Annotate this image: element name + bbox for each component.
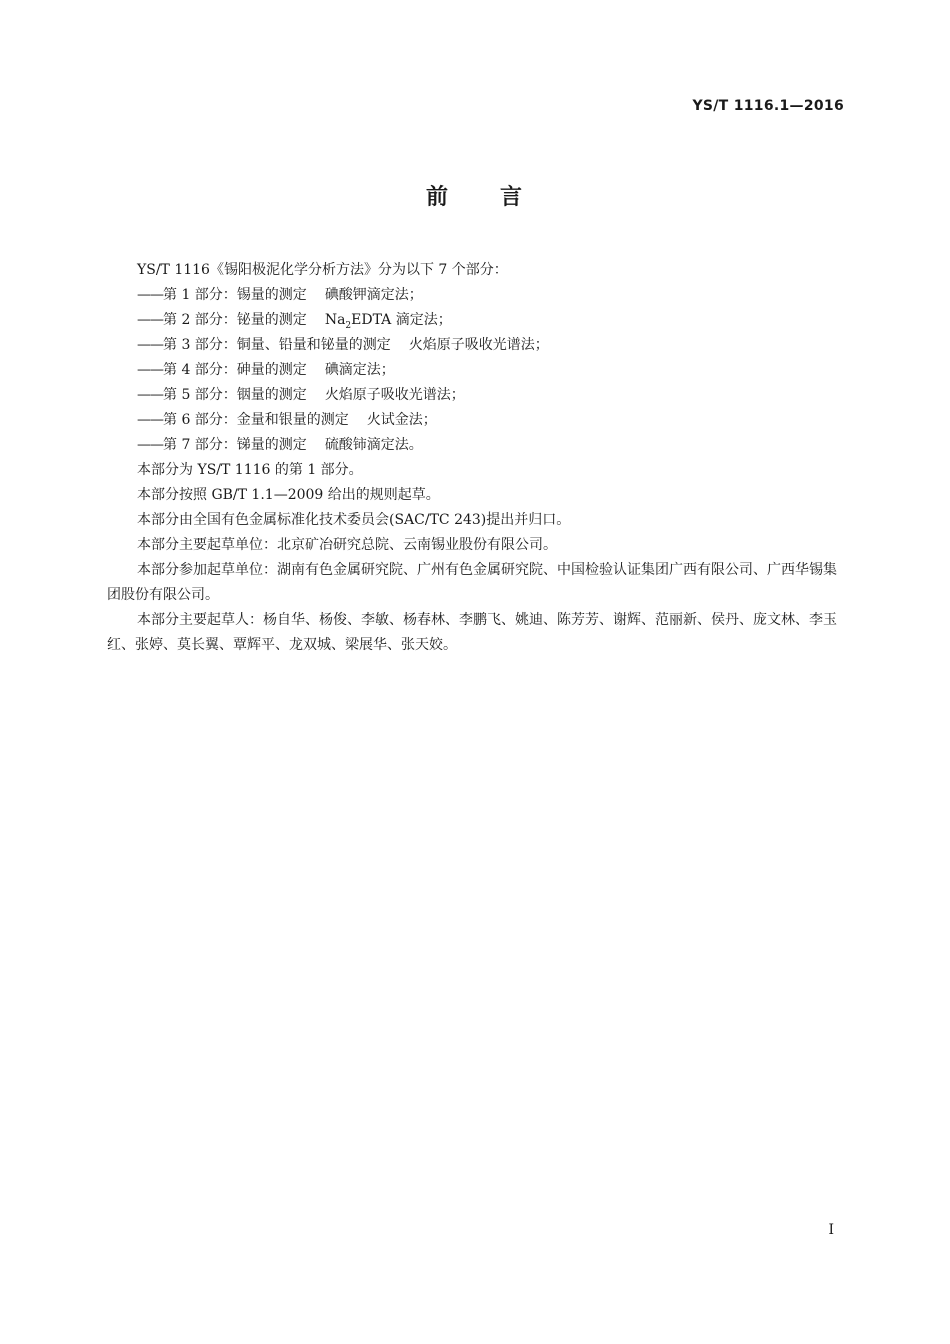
dash: —— — [137, 362, 163, 378]
intro-paragraph: YS/T 1116《锡阳极泥化学分析方法》分为以下 7 个部分： — [137, 262, 508, 278]
part-label: 第 4 部分：砷量的测定 — [163, 362, 307, 378]
title-char-1: 前 — [425, 185, 450, 210]
part-method: 硫酸铈滴定法。 — [324, 437, 423, 453]
list-item-part-5 — [107, 383, 847, 408]
dash: —— — [137, 437, 163, 453]
standard-number: YS/T 1116.1—2016 — [692, 98, 844, 114]
list-item-part-1 — [107, 283, 847, 308]
dash: —— — [137, 387, 163, 403]
paragraph-proposer: 本部分由全国有色金属标准化技术委员会(SAC/TC 243)提出并归口。 — [137, 512, 571, 528]
part-method-subscript: 2 — [345, 320, 352, 331]
part-label: 第 1 部分：锡量的测定 — [163, 287, 307, 303]
list-item-part-3 — [107, 333, 847, 358]
part-label: 第 2 部分：铋量的测定 — [163, 312, 307, 328]
list-item-part-2 — [107, 308, 847, 333]
page-number: I — [828, 1222, 834, 1238]
list-item-part-4 — [107, 358, 847, 383]
page-title — [0, 180, 950, 211]
part-method: 火试金法； — [366, 412, 437, 428]
part-label: 第 6 部分：金量和银量的测定 — [163, 412, 349, 428]
part-method: 火焰原子吸收光谱法； — [408, 337, 549, 353]
paragraph-drafting-rules: 本部分按照 GB/T 1.1—2009 给出的规则起草。 — [137, 487, 440, 503]
dash: —— — [137, 312, 163, 328]
list-item-part-7 — [107, 433, 847, 458]
part-label: 第 7 部分：锑量的测定 — [163, 437, 307, 453]
preface-body — [107, 258, 847, 658]
part-method-prefix: Na — [324, 312, 346, 328]
part-method: 火焰原子吸收光谱法； — [324, 387, 465, 403]
paragraph-participating-units: 本部分参加起草单位：湖南有色金属研究院、广州有色金属研究院、中国检验认证集团广西有限公司、广西华锡集团股份有限公司。 — [107, 562, 837, 603]
list-item-part-6 — [107, 408, 847, 433]
part-label: 第 5 部分：铟量的测定 — [163, 387, 307, 403]
paragraph-part-statement: 本部分为 YS/T 1116 的第 1 部分。 — [137, 462, 363, 478]
paragraph-main-drafters: 本部分主要起草人：杨自华、杨俊、李敏、杨春林、李鹏飞、姚迪、陈芳芳、谢辉、范丽新、侯丹、庞文林、李玉红、张婷、莫长翼、覃辉平、龙双城、梁展华、张天姣。 — [107, 612, 837, 653]
dash: —— — [137, 337, 163, 353]
part-method-suffix: EDTA 滴定法； — [351, 312, 452, 328]
title-char-2: 言 — [500, 185, 525, 210]
part-method: 碘滴定法； — [324, 362, 395, 378]
part-method: 碘酸钾滴定法； — [324, 287, 423, 303]
dash: —— — [137, 287, 163, 303]
part-label: 第 3 部分：铜量、铅量和铋量的测定 — [163, 337, 391, 353]
dash: —— — [137, 412, 163, 428]
paragraph-main-drafting-units: 本部分主要起草单位：北京矿冶研究总院、云南锡业股份有限公司。 — [137, 537, 557, 553]
